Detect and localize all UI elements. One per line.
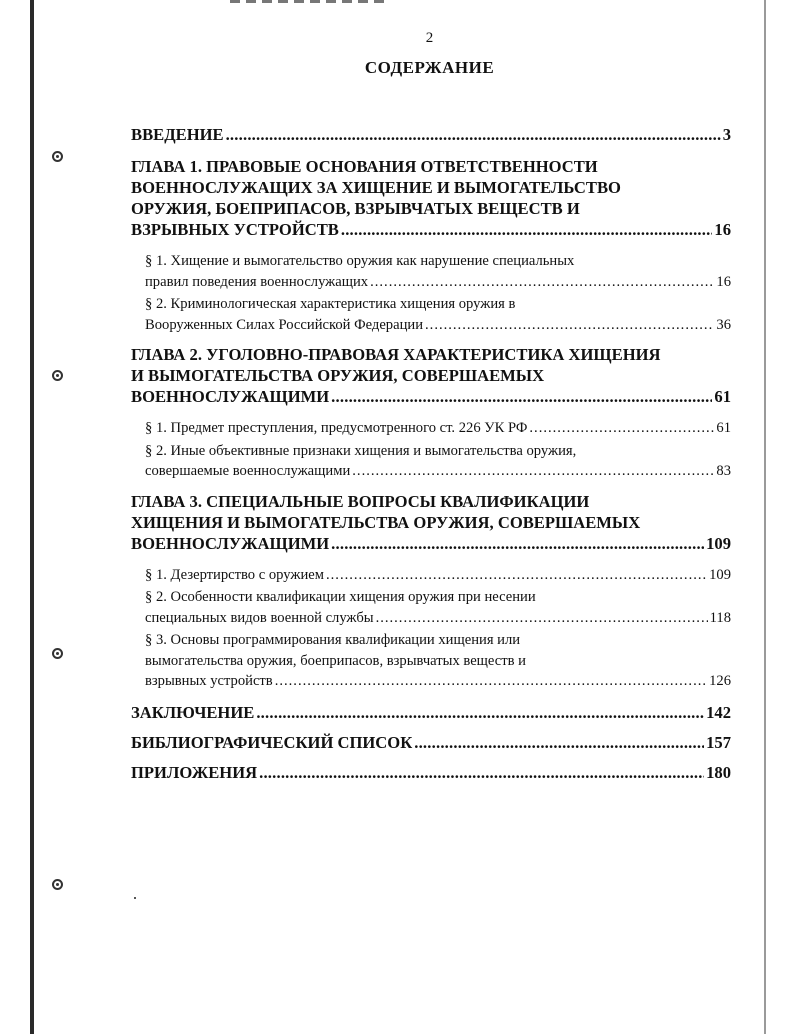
toc-entry-section-2-1[interactable]: [145, 418, 731, 439]
dot-leader: [275, 671, 707, 692]
toc-entry-section-2-2[interactable]: [145, 441, 731, 482]
toc-entry-title: ВОЕННОСЛУЖАЩИМИ: [131, 533, 330, 553]
toc-entry-title: совершаемые военнослужащими: [145, 463, 351, 479]
toc-entry-page: 126: [709, 673, 731, 689]
toc-entry-line: И ВЫМОГАТЕЛЬСТВА ОРУЖИЯ, СОВЕРШАЕМЫХ: [131, 366, 545, 385]
toc-entry-page: 36: [716, 316, 731, 333]
punch-hole-icon: [52, 151, 63, 162]
toc-entry-section-3-1[interactable]: [145, 565, 731, 586]
toc-entry-page: 61: [716, 420, 731, 436]
dot-leader: [331, 533, 704, 554]
toc-entry-title: § 1. Предмет преступления, предусмотренного ст. 226 УК РФ: [145, 420, 528, 436]
punch-hole-icon: [52, 879, 63, 890]
dot-leader: [529, 418, 714, 439]
toc-entry-page: 109: [706, 533, 731, 553]
dot-leader: [226, 124, 721, 145]
toc-entry-line: ВОЕННОСЛУЖАЩИХ ЗА ХИЩЕНИЕ И ВЫМОГАТЕЛЬСТВО: [131, 178, 621, 197]
scan-edge-left: [30, 0, 34, 1034]
dot-leader: [425, 315, 714, 336]
toc-entry-page: 16: [716, 273, 731, 290]
dot-leader: [376, 608, 708, 629]
toc-entry-appendices[interactable]: [131, 762, 731, 783]
toc-entry-line: ГЛАВА 1. ПРАВОВЫЕ ОСНОВАНИЯ ОТВЕТСТВЕННОСТИ: [131, 157, 598, 176]
table-of-contents: [131, 124, 731, 792]
toc-entry-section-3-2[interactable]: [145, 587, 731, 628]
toc-entry-bibliography[interactable]: [131, 732, 731, 753]
toc-entry-line: § 1. Хищение и вымогательство оружия как нарушение специальных: [145, 253, 575, 269]
toc-title: СОДЕРЖАНИЕ: [364, 58, 495, 77]
toc-entry-page: 83: [716, 463, 731, 479]
toc-entry-line: ОРУЖИЯ, БОЕПРИПАСОВ, ВЗРЫВЧАТЫХ ВЕЩЕСТВ И: [131, 199, 580, 218]
toc-entry-title: специальных видов военной службы: [145, 609, 374, 626]
toc-entry-section-3-3[interactable]: [145, 630, 731, 692]
scan-top-marks: [230, 0, 390, 3]
toc-entry-title: БИБЛИОГРАФИЧЕСКИЙ СПИСОК: [131, 732, 413, 752]
dot-leader: [331, 386, 712, 407]
dot-leader: [414, 732, 704, 753]
toc-entry-title: ЗАКЛЮЧЕНИЕ: [131, 702, 255, 722]
toc-entry-line: § 2. Иные объективные признаки хищения и вымогательства оружия,: [145, 442, 577, 459]
dot-leader: [259, 762, 704, 783]
toc-entry-title: взрывных устройств: [145, 673, 273, 689]
toc-entry-chapter-3[interactable]: [131, 491, 731, 554]
toc-entry-chapter-2[interactable]: [131, 344, 731, 407]
toc-entry-line: вымогательства оружия, боеприпасов, взрывчатых веществ и: [145, 652, 526, 669]
toc-entry-section-1-2[interactable]: [145, 294, 731, 335]
toc-entry-chapter-1[interactable]: [131, 156, 731, 240]
toc-entry-line: § 2. Криминологическая характеристика хищения оружия в: [145, 296, 516, 312]
punch-hole-icon: [52, 370, 63, 381]
page-number: 2: [425, 30, 434, 46]
toc-entry-title: Вооруженных Силах Российской Федерации: [145, 316, 424, 333]
toc-entry-line: § 2. Особенности квалификации хищения оружия при несении: [145, 589, 536, 605]
toc-entry-page: 180: [706, 762, 731, 782]
toc-entry-line: ХИЩЕНИЯ И ВЫМОГАТЕЛЬСТВА ОРУЖИЯ, СОВЕРШАЕМЫХ: [131, 512, 641, 532]
toc-entry-title: ВВЕДЕНИЕ: [131, 125, 224, 144]
toc-entry-title: правил поведения военнослужащих: [145, 273, 369, 290]
toc-entry-introduction[interactable]: [131, 124, 731, 145]
toc-entry-title: § 1. Дезертирство с оружием: [145, 566, 324, 583]
toc-entry-page: 142: [706, 702, 731, 722]
toc-entry-line: ГЛАВА 3. СПЕЦИАЛЬНЫЕ ВОПРОСЫ КВАЛИФИКАЦИИ: [131, 491, 590, 511]
dot-leader: [341, 219, 713, 240]
toc-entry-line: § 3. Основы программирования квалификации хищения или: [145, 632, 521, 648]
dot-leader: [256, 702, 704, 723]
toc-entry-page: 61: [714, 387, 731, 406]
toc-entry-line: ГЛАВА 2. УГОЛОВНО-ПРАВОВАЯ ХАРАКТЕРИСТИКА ХИЩЕНИЯ: [131, 345, 661, 364]
scan-edge-right: [764, 0, 766, 1034]
toc-entry-page: 16: [714, 220, 731, 239]
toc-entry-section-1-1[interactable]: [145, 251, 731, 292]
toc-entry-page: 109: [709, 566, 731, 583]
stray-mark: [134, 897, 136, 899]
toc-entry-page: 157: [706, 732, 731, 752]
toc-entry-page: 3: [722, 125, 731, 144]
punch-hole-icon: [52, 648, 63, 659]
toc-entry-title: ВЗРЫВНЫХ УСТРОЙСТВ: [131, 220, 339, 239]
toc-entry-title: ВОЕННОСЛУЖАЩИМИ: [131, 387, 330, 406]
toc-entry-page: 118: [709, 609, 731, 626]
dot-leader: [370, 272, 714, 293]
toc-entry-conclusion[interactable]: [131, 702, 731, 723]
dot-leader: [352, 461, 714, 482]
dot-leader: [326, 565, 707, 586]
toc-entry-title: ПРИЛОЖЕНИЯ: [131, 762, 258, 782]
